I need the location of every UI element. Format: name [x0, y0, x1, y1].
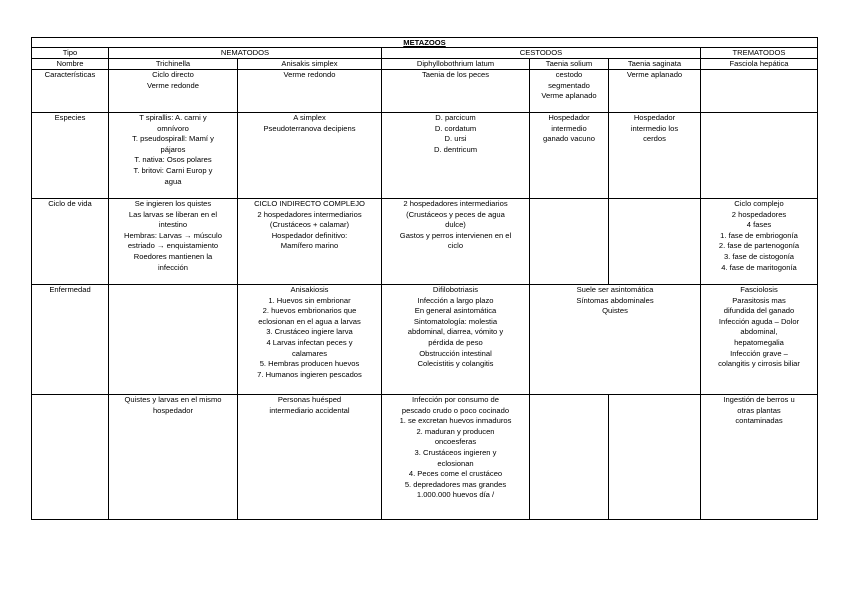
nematodos-header: NEMATODOS	[109, 48, 382, 59]
cell	[382, 395, 530, 520]
cell-line: Síntomas abdominales	[576, 295, 654, 305]
transmision-row	[32, 395, 818, 520]
cell	[382, 113, 530, 199]
cell-line: infección	[158, 262, 188, 272]
cell-line: D. dentricum	[433, 144, 478, 154]
cell-line: 1.000.000 huevos día /	[416, 490, 495, 500]
cell-line: ciclo	[447, 241, 464, 251]
cell-line: 2 hospedadores intermediarios	[403, 199, 508, 208]
cell-line: 2. maduran y producen	[416, 426, 495, 436]
cell	[238, 199, 382, 285]
cell-line: calamares	[291, 348, 328, 358]
cell-line: pájaros	[160, 144, 186, 154]
cell-line: 3. Crustáceo ingiere larva	[266, 327, 353, 337]
cell-line: Hospedador definitivo:	[271, 230, 348, 240]
cell	[238, 395, 382, 520]
cell	[382, 285, 530, 395]
cell-line: agua	[164, 176, 182, 186]
cell	[530, 199, 609, 285]
cell-line: D. ursi	[444, 134, 467, 144]
especies-row	[32, 113, 818, 199]
cell-line: Hospedador	[548, 113, 590, 122]
cell-line: difundida del ganado	[723, 306, 795, 316]
cell-line: Roedores mantienen la	[133, 251, 213, 261]
cell-line: hepatomegalia	[734, 337, 784, 347]
tipo-label: Tipo	[32, 48, 109, 59]
cell-line: Parasitosis mas	[732, 295, 786, 305]
cell-line: Taenia de los peces	[421, 70, 490, 79]
cell-line: 4 fases	[746, 220, 772, 230]
cell-line: Mamífero marino	[280, 241, 339, 251]
cell-line: 3. fase de cistogonía	[723, 251, 795, 261]
cell	[238, 285, 382, 395]
cell	[238, 70, 382, 113]
title-row	[32, 38, 818, 48]
cell-line: 2 hospedadores intermediarios	[257, 209, 362, 219]
cell	[701, 285, 818, 395]
table-title: METAZOOS	[32, 38, 818, 48]
cell-line: 4. Peces come el crustáceo	[408, 469, 503, 479]
cell-line: Suele ser asintomática	[576, 285, 654, 294]
cell-line: Sintomatología: molestia	[413, 316, 498, 326]
cell-line: 7. Humanos ingieren pescados	[257, 369, 362, 379]
cell-line: abdominal, diarrea, vómito y	[407, 327, 504, 337]
cell-line: eclosionan en el agua a larvas	[258, 316, 361, 326]
row-label: Especies	[32, 113, 109, 199]
cell-line: oncoesferas	[434, 437, 477, 447]
cell-line: hospedador	[152, 405, 194, 415]
cell	[109, 113, 238, 199]
cell-line: (Crustáceos y peces de agua	[406, 209, 505, 219]
cell-line: omnívoro	[157, 123, 189, 133]
row-label	[32, 395, 109, 520]
enfermedad-row	[32, 285, 818, 395]
cell-line: Verme redonde	[147, 80, 199, 90]
cell-line: abdominal,	[740, 327, 778, 337]
cell	[609, 113, 701, 199]
type-header-row	[32, 48, 818, 59]
cell-line: En general asintomática	[414, 306, 497, 316]
name-taenia-saginata: Taenia saginata	[609, 59, 701, 70]
cell-line: Difilobotriasis	[432, 285, 479, 294]
row-label: Ciclo de vida	[32, 199, 109, 285]
cell	[109, 70, 238, 113]
cell-line: Anisakiosis	[290, 285, 329, 294]
cell-line: Pseudoterranova decipiens	[263, 123, 356, 133]
cell	[701, 70, 818, 113]
cell-line: Infección por consumo de	[412, 395, 499, 404]
cell-line: Colecistitis y colangitis	[417, 359, 494, 369]
cell-line: colangitis y cirrosis biliar	[718, 359, 800, 369]
cell-line: ganado vacuno	[543, 134, 595, 144]
cell-line: Ciclo complejo	[734, 199, 784, 208]
cell	[701, 199, 818, 285]
cell-line: Ingestión de berros u	[723, 395, 795, 404]
cell	[530, 395, 609, 520]
ciclo-row	[32, 199, 818, 285]
cell-line: intermedio los	[630, 123, 679, 133]
cell-line: 3. Crustáceos ingieren y	[414, 447, 497, 457]
cell-line: 1. se excretan huevos inmaduros	[399, 416, 512, 426]
cell-line: T. pseudospirall: Mamí y	[132, 134, 214, 144]
cell-line: Se ingieren los quistes	[134, 199, 212, 208]
cell-line: Verme aplanado	[541, 91, 597, 101]
cell-line: intermedio	[551, 123, 587, 133]
caracteristicas-row	[32, 70, 818, 113]
cell-line: T. nativa: Osos polares	[134, 155, 212, 165]
cell-line: dulce)	[445, 220, 466, 230]
cell	[382, 70, 530, 113]
cell-line: (Crustáceos + calamar)	[269, 220, 350, 230]
name-taenia-solium: Taenia solium	[530, 59, 609, 70]
cell-line: contaminadas	[735, 416, 783, 426]
cell-line: estriado → enquistamiento	[127, 241, 219, 251]
name-row	[32, 59, 818, 70]
cell	[609, 395, 701, 520]
cell-line: Obstrucción intestinal	[419, 348, 492, 358]
cell-line: Ciclo directo	[152, 70, 194, 79]
cell	[609, 199, 701, 285]
cell-line: Hembras: Larvas → músculo	[124, 230, 222, 240]
cell-line: 1. fase de embriogonía	[720, 230, 798, 240]
cell	[530, 70, 609, 113]
cell-line: segmentado	[548, 80, 590, 90]
cell-line: Infección a largo plazo	[417, 295, 494, 305]
nombre-label: Nombre	[32, 59, 109, 70]
name-trichinella: Trichinella	[109, 59, 238, 70]
cell	[701, 395, 818, 520]
cell-line: 5. Hembras producen huevos	[259, 359, 360, 369]
row-label: Características	[32, 70, 109, 113]
cell-line: intermediario accidental	[269, 405, 350, 415]
cell-line: cestodo	[555, 70, 583, 79]
cell-line: 2 hospedadores	[731, 209, 787, 219]
cell	[530, 285, 701, 395]
cell-line: eclosionan	[437, 458, 474, 468]
cell-line: 2. huevos embrionarios que	[262, 306, 357, 316]
cell	[530, 113, 609, 199]
cell-line: A simplex	[293, 113, 326, 122]
cell-line: 1. Huevos sin embrionar	[268, 295, 351, 305]
cell-line: Verme redondo	[283, 70, 336, 79]
cell	[109, 285, 238, 395]
cell-line: Personas huésped	[277, 395, 342, 404]
cell-line: T spirallis: A. carni y	[139, 113, 207, 122]
cell-line: pérdida de peso	[428, 337, 483, 347]
cell-line: pescado crudo o poco cocinado	[401, 405, 510, 415]
cell-line: Infección grave –	[730, 348, 788, 358]
name-fasciola: Fasciola hepática	[701, 59, 818, 70]
cell-line: Quistes	[602, 306, 628, 316]
cell-line: 2. fase de partenogonía	[718, 241, 800, 251]
cell-line: Las larvas se liberan en el	[128, 209, 218, 219]
cell-line: intestino	[158, 220, 188, 230]
cell	[109, 199, 238, 285]
name-diphyllobothrium: Diphyllobothrium latum	[382, 59, 530, 70]
cell-line: cerdos	[643, 134, 666, 144]
cell-line: Quistes y larvas en el mismo	[124, 395, 222, 404]
metazoos-table	[31, 37, 818, 520]
cestodos-header: CESTODOS	[382, 48, 701, 59]
cell-line: Verme aplanado	[626, 70, 683, 79]
cell-line: 5. depredadores mas grandes	[404, 479, 507, 489]
cell-line: Fasciolosis	[740, 285, 778, 294]
cell-line: otras plantas	[737, 405, 781, 415]
cell	[609, 70, 701, 113]
cell	[109, 395, 238, 520]
cell	[382, 199, 530, 285]
cell-line: CICLO INDIRECTO COMPLEJO	[254, 199, 365, 208]
cell-line: Infección aguda – Dolor	[718, 316, 800, 326]
name-anisakis: Anisakis simplex	[238, 59, 382, 70]
trematodos-header: TREMATODOS	[701, 48, 818, 59]
cell-line: Hospedador	[633, 113, 676, 122]
cell	[701, 113, 818, 199]
cell-line: 4. fase de maritogonía	[721, 262, 797, 272]
cell	[238, 113, 382, 199]
cell-line: Gastos y perros intervienen en el	[399, 230, 512, 240]
row-label: Enfermedad	[32, 285, 109, 395]
cell-line: T. britovi: Carni Europ y	[133, 165, 213, 175]
cell-line: 4 Larvas infectan peces y	[266, 337, 353, 347]
cell-line: D. cordatum	[434, 123, 477, 133]
cell-line: D. parcicum	[435, 113, 476, 122]
